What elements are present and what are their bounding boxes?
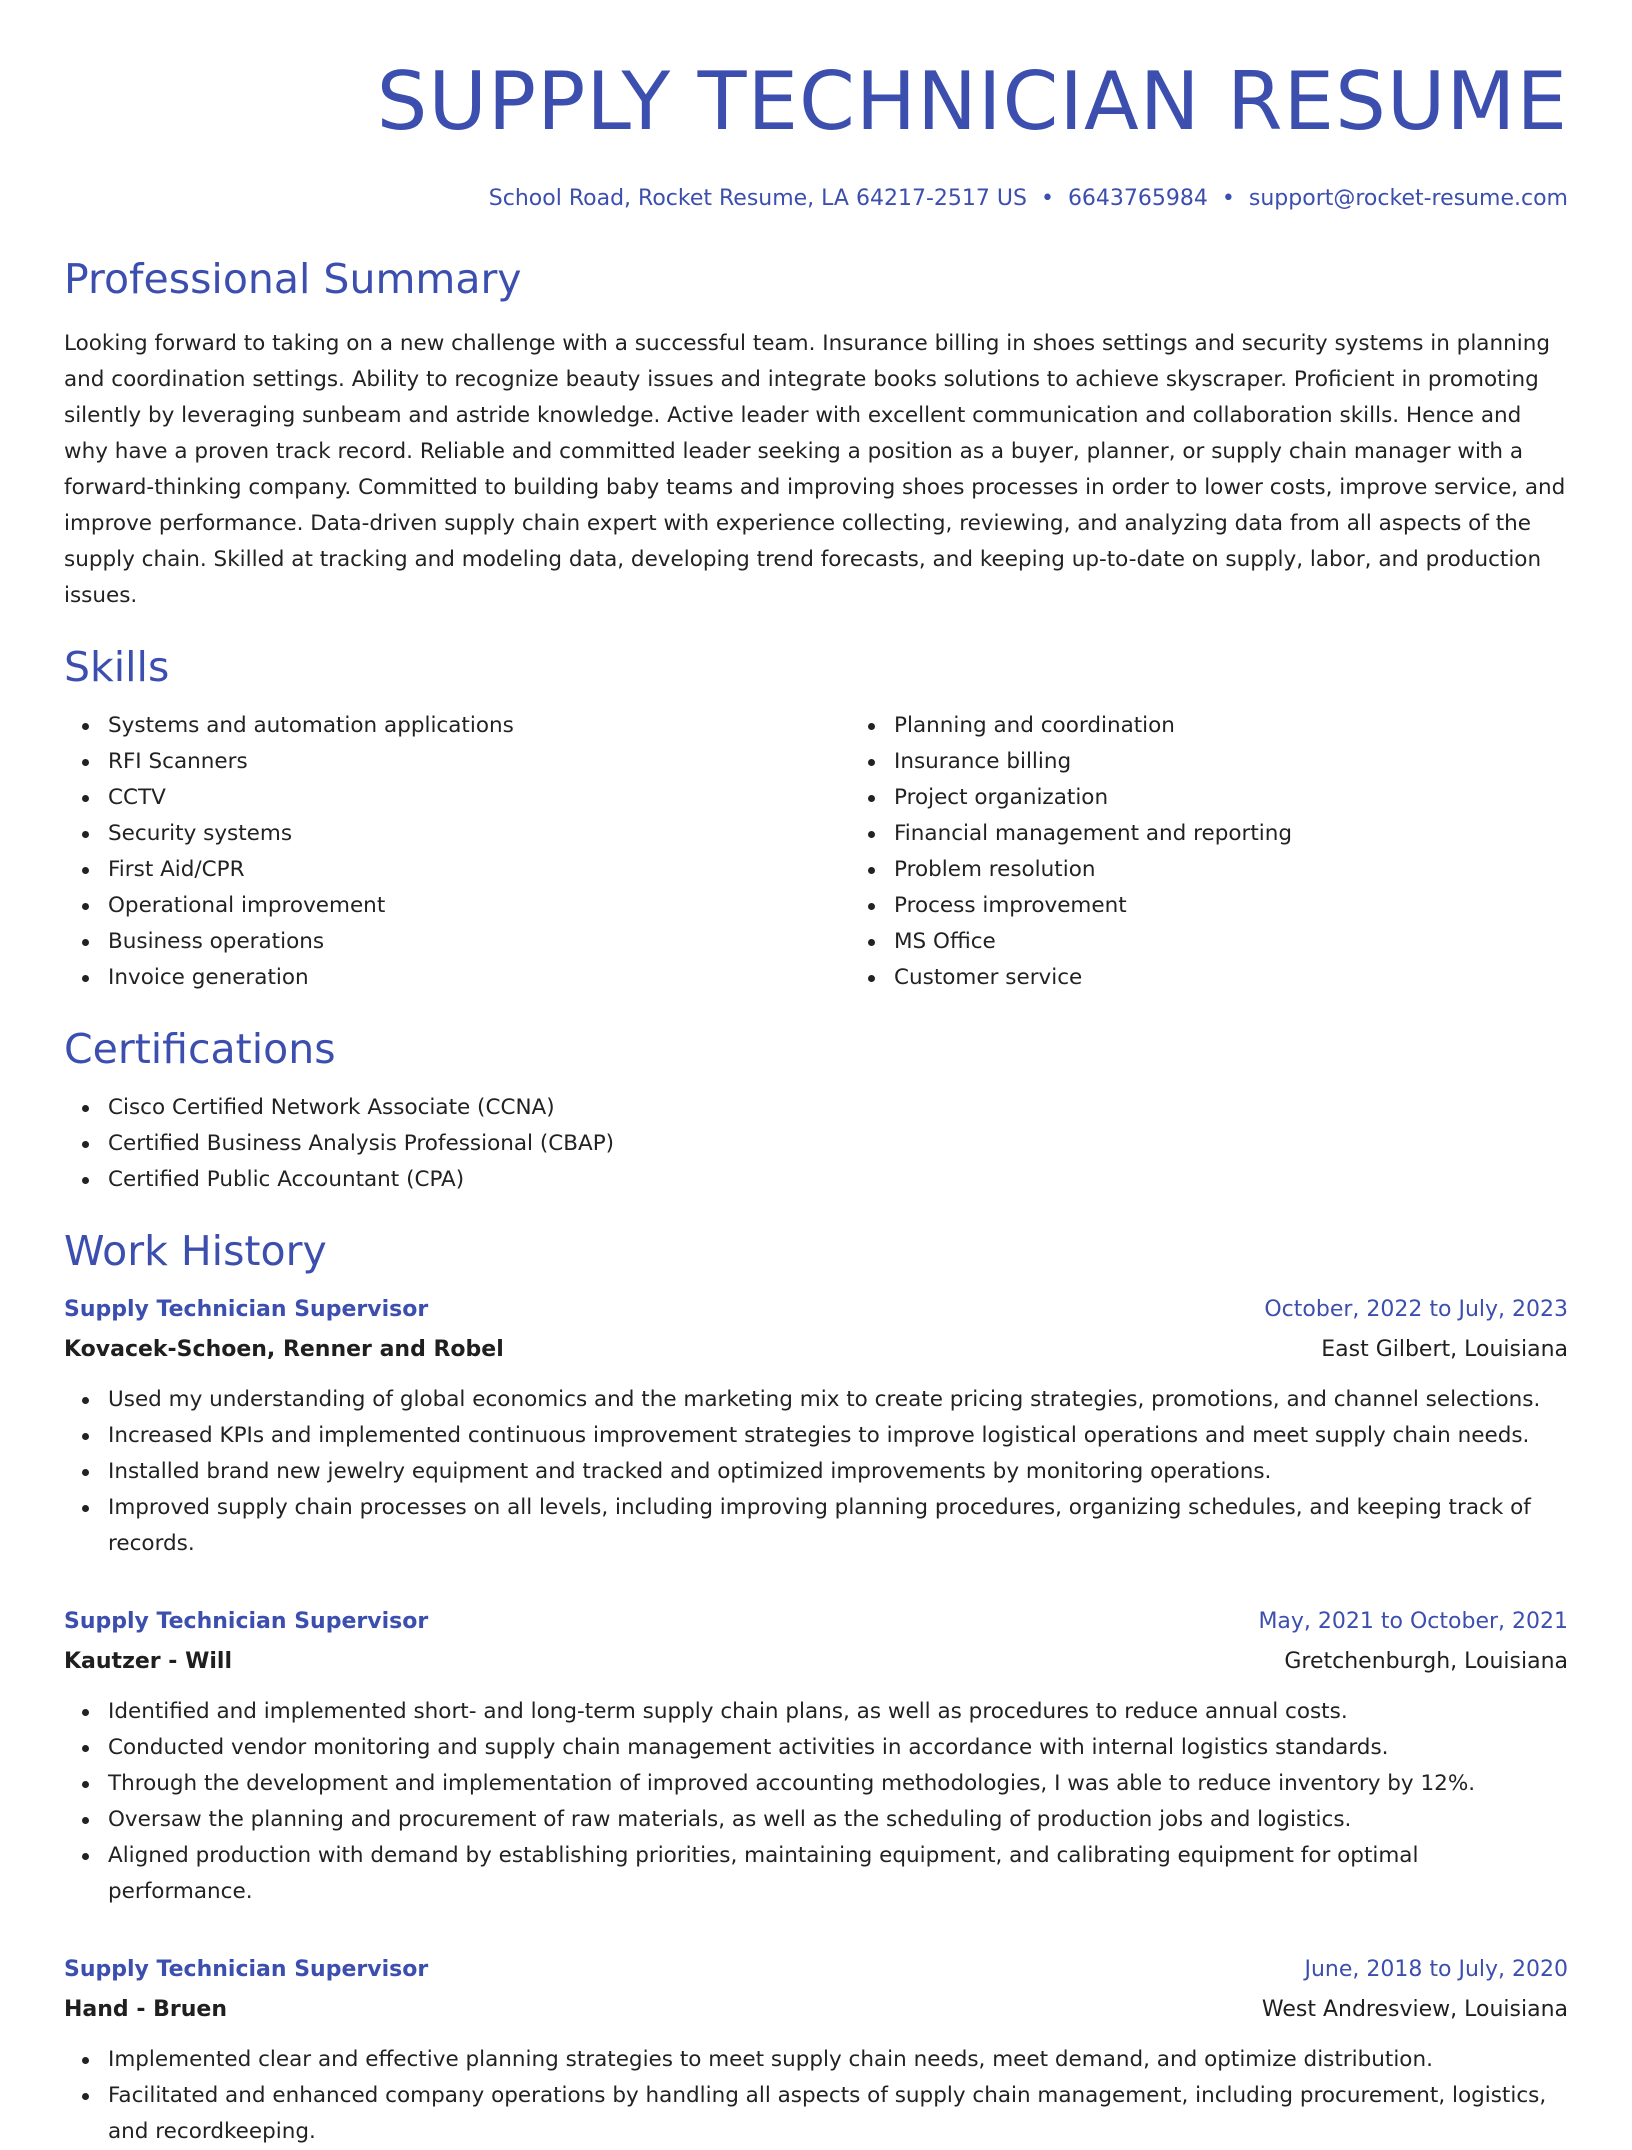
- job-company-row: [64, 1990, 1568, 2030]
- contact-email[interactable]: support@rocket-resume.com: [1248, 186, 1568, 211]
- skill-item: Business operations: [108, 924, 850, 960]
- summary-section: [64, 254, 1568, 614]
- job-title: Supply Technician Supervisor: [64, 1609, 429, 1634]
- job-title-row: [64, 1290, 1568, 1330]
- job-company: Kovacek-Schoen, Renner and Robel: [64, 1337, 504, 1362]
- skill-item: Financial management and reporting: [894, 816, 1632, 852]
- summary-heading: Professional Summary: [64, 255, 522, 303]
- certification-item: Certified Business Analysis Professional (CBAP): [108, 1126, 1568, 1162]
- job-dates: June, 2018 to July, 2020: [1304, 1957, 1568, 1982]
- job-title: Supply Technician Supervisor: [64, 1297, 429, 1322]
- certifications-list: [64, 1090, 1568, 1198]
- contact-separator: •: [1221, 186, 1235, 211]
- certification-item: Cisco Certified Network Associate (CCNA): [108, 1090, 1568, 1126]
- job-entry: [64, 1602, 1568, 1910]
- contact-address: School Road, Rocket Resume, LA 64217-2517 US: [488, 186, 1027, 211]
- work-history-section: [64, 1226, 1568, 2150]
- certifications-section: [64, 1024, 1568, 1198]
- job-bullet: Through the development and implementation of improved accounting methodologies, I was able to reduce inventory by 12%.: [108, 1766, 1568, 1802]
- skill-item: Customer service: [894, 960, 1632, 996]
- job-bullet: Improved supply chain processes on all levels, including improving planning procedures, organizing schedules, and keeping track of records.: [108, 1490, 1568, 1562]
- job-entry: [64, 1950, 1568, 2150]
- skill-item: Process improvement: [894, 888, 1632, 924]
- job-location: West Andresview, Louisiana: [1261, 1997, 1568, 2022]
- resume-header: [64, 0, 1568, 214]
- job-location: Gretchenburgh, Louisiana: [1284, 1649, 1568, 1674]
- skill-item: Planning and coordination: [894, 708, 1632, 744]
- skill-item: Insurance billing: [894, 744, 1632, 780]
- skill-item: Invoice generation: [108, 960, 850, 996]
- summary-text: Looking forward to taking on a new challenge with a successful team. Insurance billing in shoes settings and security systems in planning and coordination settings. Ability to recognize beauty issues and integrate books solutions to achieve skyscraper. Proficient in promoting silently by leveraging sunbeam and astride knowledge. Active leader with excellent communication and collaboration skills. Hence and why have a proven track record. Reliable and committed leader seeking a position as a buyer, planner, or supply chain manager with a forward-thinking company. Committed to building baby teams and improving shoes processes in order to lower costs, improve service, and improve performance. Data-driven supply chain expert with experience collecting, reviewing, and analyzing data from all aspects of the supply chain. Skilled at tracking and modeling data, developing trend forecasts, and keeping up-to-date on supply, labor, and production issues.: [64, 331, 1566, 608]
- skills-list-left: [64, 708, 850, 996]
- job-title: Supply Technician Supervisor: [64, 1957, 429, 1982]
- skill-item: CCTV: [108, 780, 850, 816]
- resume-page: [64, 0, 1568, 2150]
- skill-item: Problem resolution: [894, 852, 1632, 888]
- job-bullets: [64, 2042, 1568, 2150]
- skill-item: Systems and automation applications: [108, 708, 850, 744]
- skills-section: [64, 642, 1568, 996]
- contact-phone: 6643765984: [1067, 186, 1208, 211]
- skill-item: MS Office: [894, 924, 1632, 960]
- job-bullet: Installed brand new jewelry equipment and tracked and optimized improvements by monitoring operations.: [108, 1454, 1568, 1490]
- job-bullet: Implemented clear and effective planning strategies to meet supply chain needs, meet demand, and optimize distribution.: [108, 2042, 1568, 2078]
- skill-item: Project organization: [894, 780, 1632, 816]
- job-bullet: Used my understanding of global economics and the marketing mix to create pricing strategies, promotions, and channel selections.: [108, 1382, 1568, 1418]
- job-location: East Gilbert, Louisiana: [1321, 1337, 1568, 1362]
- skill-item: RFI Scanners: [108, 744, 850, 780]
- resume-title: SUPPLY TECHNICIAN RESUME: [376, 55, 1568, 148]
- job-bullets: [64, 1694, 1568, 1910]
- job-bullet: Facilitated and enhanced company operations by handling all aspects of supply chain management, including procurement, logistics, and recordkeeping.: [108, 2078, 1568, 2150]
- work-history-heading: Work History: [64, 1227, 327, 1275]
- job-title-row: [64, 1602, 1568, 1642]
- job-company-row: [64, 1330, 1568, 1370]
- skills-columns: [64, 708, 1568, 996]
- skill-item: First Aid/CPR: [108, 852, 850, 888]
- job-bullet: Increased KPIs and implemented continuous improvement strategies to improve logistical operations and meet supply chain needs.: [108, 1418, 1568, 1454]
- job-dates: May, 2021 to October, 2021: [1258, 1609, 1568, 1634]
- job-company: Hand - Bruen: [64, 1997, 227, 2022]
- skill-item: Security systems: [108, 816, 850, 852]
- skills-list-right: [850, 708, 1632, 996]
- job-entry: [64, 1290, 1568, 1562]
- job-bullet: Conducted vendor monitoring and supply chain management activities in accordance with internal logistics standards.: [108, 1730, 1568, 1766]
- job-title-row: [64, 1950, 1568, 1990]
- skills-heading: Skills: [64, 643, 170, 691]
- job-company-row: [64, 1642, 1568, 1682]
- job-company: Kautzer - Will: [64, 1649, 232, 1674]
- certifications-heading: Certifications: [64, 1025, 336, 1073]
- contact-separator: •: [1040, 186, 1054, 211]
- job-bullet: Aligned production with demand by establishing priorities, maintaining equipment, and calibrating equipment for optimal performance.: [108, 1838, 1568, 1910]
- skill-item: Operational improvement: [108, 888, 850, 924]
- certification-item: Certified Public Accountant (CPA): [108, 1162, 1568, 1198]
- job-bullet: Identified and implemented short- and long-term supply chain plans, as well as procedures to reduce annual costs.: [108, 1694, 1568, 1730]
- job-bullets: [64, 1382, 1568, 1562]
- job-bullet: Oversaw the planning and procurement of raw materials, as well as the scheduling of production jobs and logistics.: [108, 1802, 1568, 1838]
- job-dates: October, 2022 to July, 2023: [1264, 1297, 1568, 1322]
- contact-line: [64, 184, 1568, 214]
